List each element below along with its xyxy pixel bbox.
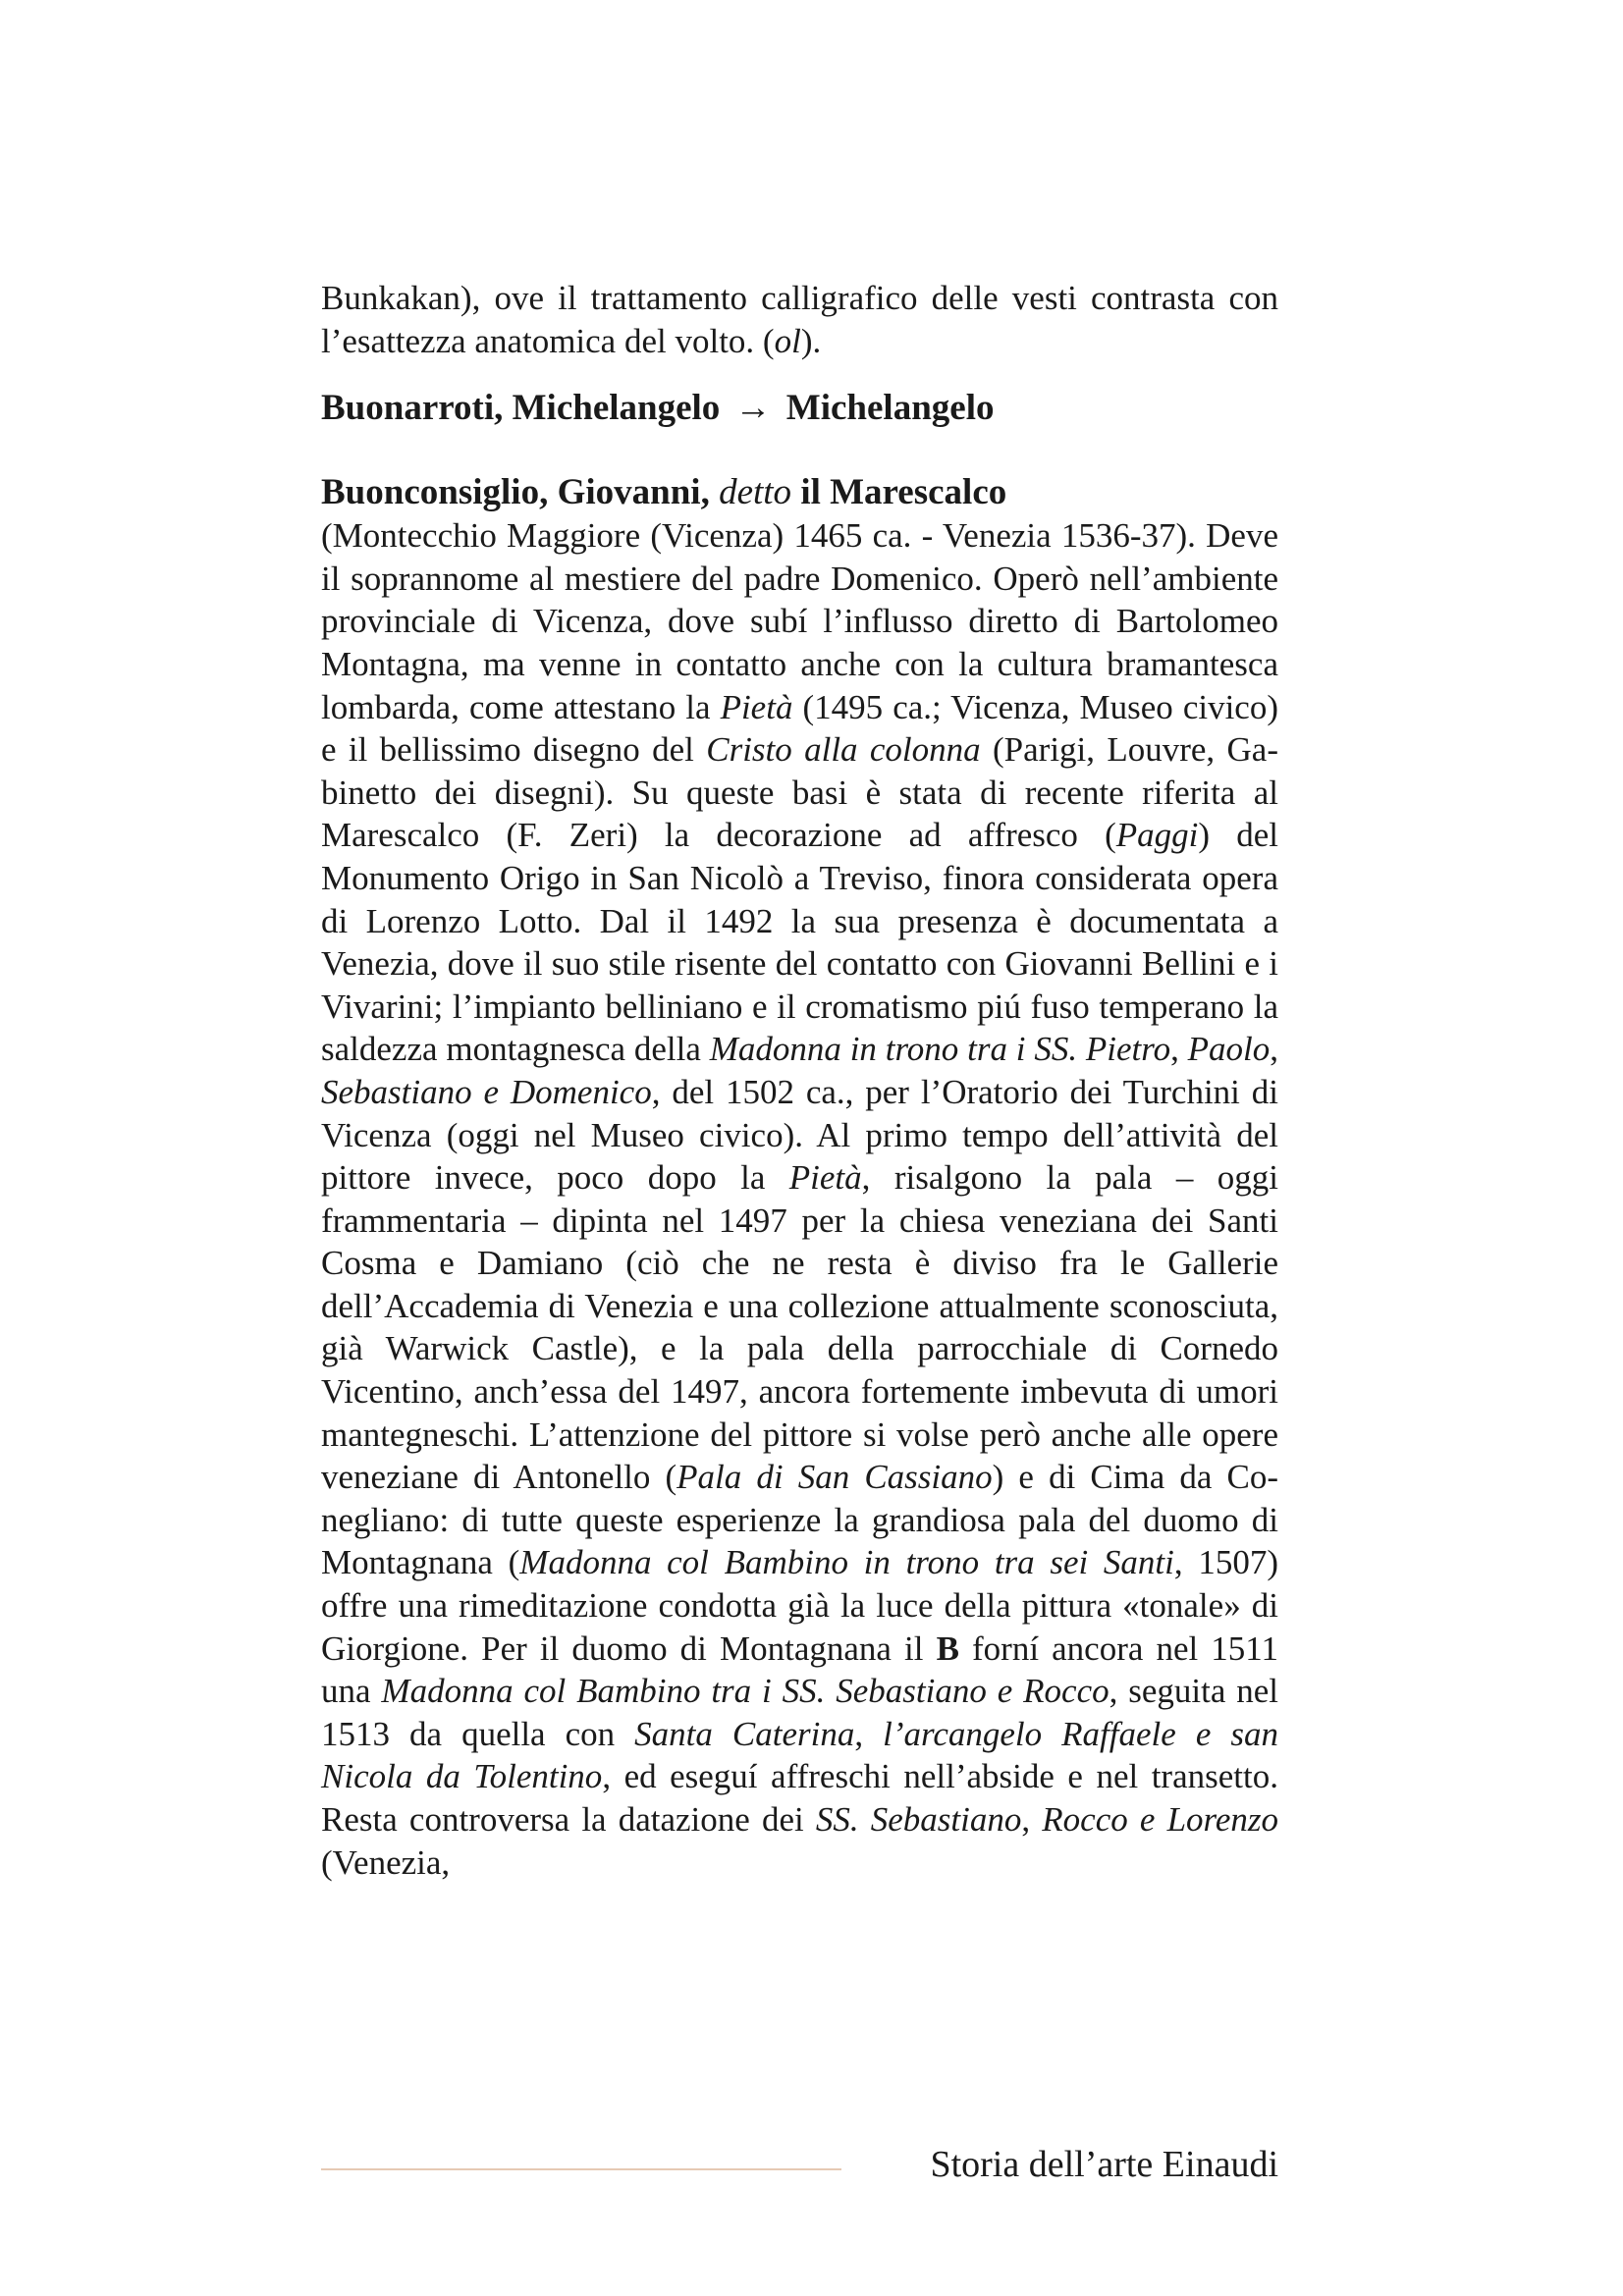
main-entry-heading xyxy=(321,471,1278,514)
body-text-segment: , xyxy=(1170,1030,1188,1069)
main-entry-body xyxy=(321,514,1278,1884)
body-text-segment: , del 1502 ca., per l’Oratorio dei Turchini di Vicenza (oggi nel Museo civico). Al primo tempo dell’attività del pittore invece, poco dopo la xyxy=(321,1072,1278,1198)
body-italic-segment: Pala di San Cassiano xyxy=(676,1458,993,1497)
body-text-segment: (Parigi, Louvre, Gabinetto dei disegni). Su queste basi è stata di recente riferita al Marescalco (F. Zeri) la decorazione ad affresco ( xyxy=(321,730,1278,855)
body-italic-segment: Pietà xyxy=(788,1158,862,1198)
crossref-term: Buonarroti, Michelangelo xyxy=(321,388,721,429)
entry-detto: detto xyxy=(719,472,792,513)
continuation-paragraph xyxy=(321,277,1278,362)
body-italic-segment: Madonna col Bambino tra i SS. Sebastiano e Rocco xyxy=(381,1672,1109,1711)
body-text-segment: , 1507) offre una rimeditazione condotta già la luce della pittura «tonale» di Giorgione. Per il duomo di Montagnana il xyxy=(321,1543,1278,1668)
continuation-text-part2: ). xyxy=(800,321,822,360)
author-initials: ol xyxy=(774,321,801,360)
body-text-segment: (Venezia, xyxy=(321,1842,451,1882)
body-text-segment: ) e di Cima da Conegliano: di tutte queste esperienze la grandiosa pala del duomo di Montagnana ( xyxy=(321,1458,1278,1582)
body-text-segment: (1495 ca.; Vicenza, Museo civico) e il bellissimo disegno del xyxy=(321,687,1278,770)
body-italic-segment: SS. Sebastiano xyxy=(815,1800,1022,1839)
body-italic-segment: Paolo xyxy=(1187,1030,1271,1069)
crossref-target: Michelangelo xyxy=(785,388,995,429)
body-italic-segment: Madonna col Bambino in trono tra sei Santi xyxy=(519,1543,1174,1582)
body-text-segment: , xyxy=(1270,1030,1279,1069)
body-text-segment: ) del Monumento Origo in San Nicolò a Treviso, finora considerata opera di Lorenzo Lotto. Dal il 1492 la sua presenza è documentata a Venezia, dove il suo stile risente del contatto con Giovanni Bellini e i Vivarini; l’impianto belliniano e il cromatismo piú fuso temperano la saldezza montagnesca della xyxy=(321,816,1278,1069)
continuation-text-part1: Bunkakan), ove il trattamento calligrafico delle vesti contrasta con l’esattezza anatomica del volto. ( xyxy=(321,279,1278,360)
body-italic-segment: Santa Caterina xyxy=(634,1714,855,1753)
body-text-segment: , seguita nel 1513 da quella con xyxy=(321,1672,1279,1753)
body-italic-segment: Pietà xyxy=(720,687,793,726)
crossref-entry-heading xyxy=(321,387,1278,430)
footer-publication: Storia dell’arte Einaudi xyxy=(930,2144,1278,2185)
body-bold-segment: B xyxy=(936,1629,959,1668)
body-text-segment: , risalgono la pala – oggi frammentaria – dipinta nel 1497 per la chiesa veneziana dei Santi Cosma e Damiano (ciò che ne resta è diviso fra le Gallerie dell’Accademia di Venezia e una collezione attualmente sconosciuta, già Warwick Castle), e la pala della parrocchiale di Cornedo Vicentino, anch’essa del 1497, ancora fortemente imbevuta di umori mantegneschi. L’attenzione del pittore si volse però anche alle opere veneziane di Antonello ( xyxy=(321,1158,1278,1497)
page-content xyxy=(321,277,1278,1884)
body-text-segment: forní ancora nel 1511 una xyxy=(321,1629,1278,1711)
body-text-segment: , xyxy=(854,1714,884,1753)
body-italic-segment: Sebastiano e Domenico xyxy=(321,1072,652,1111)
body-italic-segment: l’arcangelo Raffaele e san Nicola da Tolentino xyxy=(321,1714,1278,1796)
body-italic-segment: Paggi xyxy=(1115,816,1199,855)
entry-name: Buonconsiglio, Giovanni, xyxy=(321,472,710,513)
body-italic-segment: Rocco e Lorenzo xyxy=(1042,1800,1279,1839)
body-italic-segment: Cristo alla colonna xyxy=(706,730,981,770)
footer-rule xyxy=(321,2168,841,2170)
body-text-segment: , ed eseguí affreschi nell’abside e nel transetto. Resta controversa la datazione dei xyxy=(321,1757,1278,1839)
body-italic-segment: Madonna in trono tra i SS. Pietro xyxy=(709,1030,1171,1069)
crossref-arrow-icon: → xyxy=(734,388,772,429)
body-text-segment: , xyxy=(1021,1800,1043,1839)
entry-alias: il Marescalco xyxy=(800,472,1007,513)
body-text-segment: (Montecchio Maggiore (Vicenza) 1465 ca. - Venezia 1536-37). Deve il soprannome al mestiere del padre Domenico. Operò nell’ambiente provinciale di Vicenza, dove subí l’influsso diretto di Bartolomeo Montagna, ma venne in contatto anche con la cultura bramantesca lombarda, come attestano la xyxy=(321,516,1278,726)
